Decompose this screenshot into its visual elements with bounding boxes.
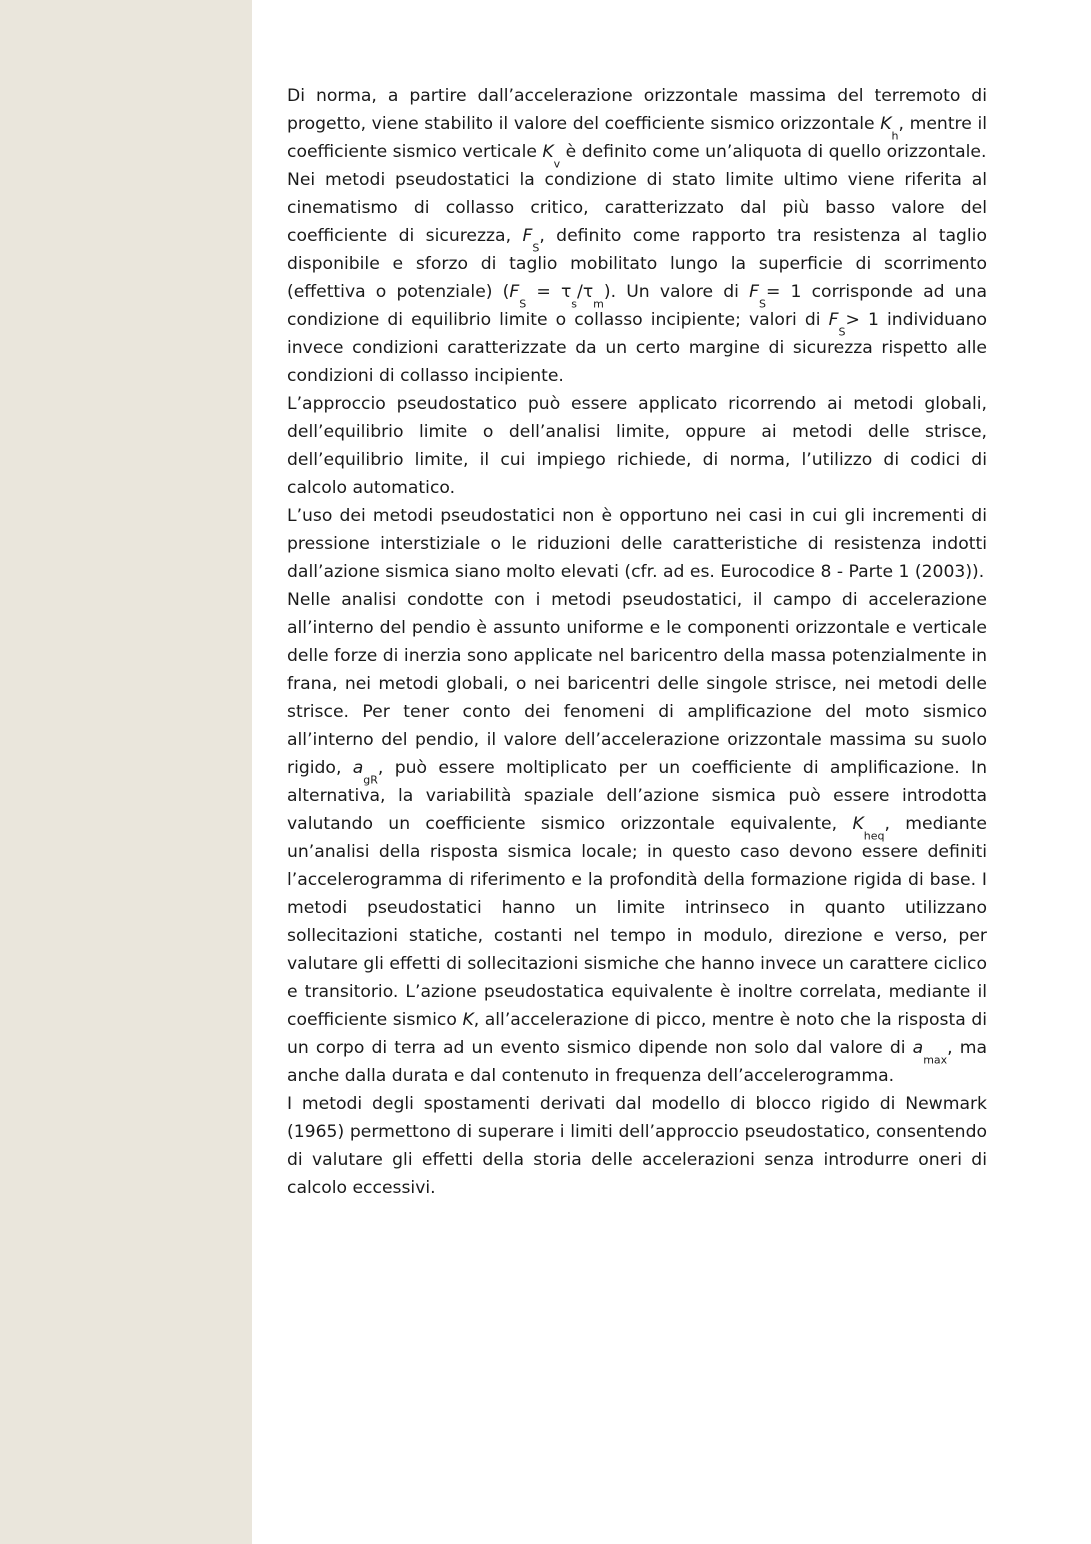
paragraph-4: L’uso dei metodi pseudostatici non è opportuno nei casi in cui gli incrementi di pressione interstiziale o le riduzioni delle caratteristiche di resistenza indotti dall’azione sismica siano molto elevati (cfr. ad es. Eurocodice 8 - Parte 1 (2003)). <box>287 506 987 582</box>
variable-subscript: S <box>532 241 540 255</box>
text-run: , definito come rapporto tra resistenza al taglio disponibile e sforzo di taglio mobilitato lungo la superficie di scorrimento (effettiva o potenziale) ( <box>287 226 987 302</box>
variable-fs <box>749 282 766 311</box>
text-run: Nei metodi pseudostatici la condizione di stato limite ultimo viene riferita al cinematismo di collasso critico, caratterizzato dal più basso valore del coefficiente di sicurezza, <box>287 170 987 246</box>
variable-letter: K <box>542 142 554 162</box>
variable-kh <box>880 114 899 143</box>
variable-letter: K <box>880 114 892 134</box>
tau-subscript-s: s <box>571 297 578 311</box>
variable-subscript: heq <box>863 829 885 843</box>
variable-letter: F <box>749 282 759 302</box>
variable-subscript: S <box>838 325 846 339</box>
paragraph-6: I metodi degli spostamenti derivati dal modello di blocco rigido di Newmark (1965) permettono di superare i limiti dell’approccio pseudostatico, consentendo di valutare gli effetti della storia delle accelerazioni senza introdurre oneri di calcolo eccessivi. <box>287 1094 987 1198</box>
variable-amax <box>912 1038 948 1067</box>
left-margin-band <box>0 0 252 1544</box>
variable-subscript: S <box>519 297 527 311</box>
text-run: , mentre il coefficiente sismico verticale <box>287 114 987 162</box>
variable-letter: F <box>828 310 839 330</box>
variable-subscript: S <box>758 297 766 311</box>
variable-subscript: h <box>891 129 899 143</box>
variable-fs <box>522 226 540 255</box>
variable-letter: K <box>852 814 864 834</box>
text-run: , ma anche dalla durata e dal contenuto in frequenza dell’accelerogramma. <box>287 1038 987 1086</box>
variable-subscript: gR <box>363 773 378 787</box>
paragraph-3: L’approccio pseudostatico può essere applicato ricorrendo ai metodi globali, dell’equilibrio limite o dell’analisi limite, oppure ai metodi delle strisce, dell’equilibrio limite, il cui impiego richiede, di norma, l’utilizzo di codici di calcolo automatico. <box>287 394 987 498</box>
paragraph-1 <box>287 82 987 171</box>
text-run: /τ <box>577 282 594 302</box>
text-run: = 1 corrisponde ad una condizione di equilibrio limite o collasso incipiente; valori di <box>287 282 988 330</box>
text-run: > 1 individuano invece condizioni caratterizzate da un certo margine di sicurezza rispetto alle condizioni di collasso incipiente. <box>287 310 987 386</box>
variable-subscript: v <box>553 157 561 171</box>
text-run: ). Un valore di <box>603 282 750 302</box>
variable-subscript: max <box>923 1053 948 1067</box>
variable-letter: a <box>912 1038 924 1058</box>
paragraph-5 <box>287 586 987 1090</box>
tau-subscript-m: m <box>593 297 604 311</box>
variable-letter: F <box>509 282 520 302</box>
variable-fs <box>828 310 846 339</box>
text-run: , mediante un’analisi della risposta sismica locale; in questo caso devono essere definiti l’accelerogramma di riferimento e la profondità della formazione rigida di base. I metodi pseudostatici hanno un limite intrinseco in quanto utilizzano sollecitazioni statiche, costanti nel tempo in modulo, direzione e verso, per valutare gli effetti di sollecitazioni sismiche che hanno invece un carattere ciclico e transitorio. L’azione pseudostatica equivalente è inoltre correlata, mediante il coefficiente sismico <box>287 814 987 1030</box>
variable-kv <box>542 142 561 171</box>
variable-agr <box>352 758 378 787</box>
variable-letter: F <box>522 226 533 246</box>
text-run: Nelle analisi condotte con i metodi pseudostatici, il campo di accelerazione all’interno del pendio è assunto uniforme e le componenti orizzontale e verticale delle forze di inerzia sono applicate nel baricentro della massa potenzialmente in frana, nei metodi globali, o nei baricentri delle singole strisce, nei metodi delle strisce. Per tener conto dei fenomeni di amplificazione del moto sismico all’interno del pendio, il valore dell’accelerazione orizzontale massima su suolo rigido, <box>287 590 987 778</box>
text-run: , all’accelerazione di picco, mentre è noto che la risposta di un corpo di terra ad un evento sismico dipende non solo dal valore di <box>287 1010 988 1058</box>
text-run: , può essere moltiplicato per un coefficiente di amplificazione. In alternativa, la variabilità spaziale dell’azione sismica può essere introdotta valutando un coefficiente sismico orizzontale equivalente, <box>287 758 987 834</box>
document-body <box>287 82 987 1202</box>
text-run: Di norma, a partire dall’accelerazione orizzontale massima del terremoto di progetto, viene stabilito il valore del coefficiente sismico orizzontale <box>287 86 987 134</box>
variable-kheq <box>852 814 885 843</box>
variable-fs <box>509 282 527 311</box>
text-run: = τ <box>526 282 572 302</box>
paragraph-2 <box>287 166 987 390</box>
variable-letter: a <box>352 758 364 778</box>
variable-k: K <box>462 1010 474 1030</box>
text-run: è definito come un’aliquota di quello orizzontale. <box>560 142 987 162</box>
